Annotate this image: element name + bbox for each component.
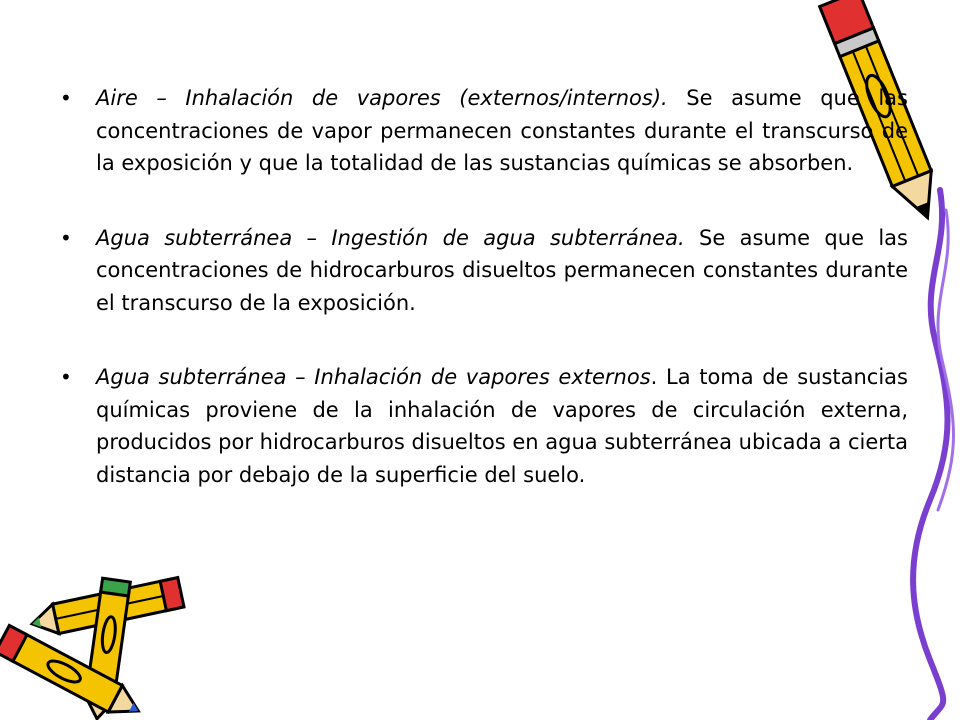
bullet-lead: Agua subterránea – Ingestión de agua subterránea.: [96, 225, 685, 250]
pencils-bottom-left-icon: [0, 575, 200, 720]
bullet-agua-ingestion: [60, 222, 908, 320]
bullet-list: [60, 82, 908, 533]
bullet-text: . La toma de sustancias químicas proviene de la inhalación de vapores de circulación externa, producidos por hidrocarburos disueltos en agua subterránea ubicada a cierta distancia por debajo de la superficie del suelo.: [96, 365, 908, 487]
bullet-text: Se asume que las concentraciones de vapor permanecen constantes durante el transcurso de la exposición y que la totalidad de las sustancias químicas se absorben.: [96, 86, 908, 175]
side-scribble-line: [900, 190, 960, 720]
bullet-agua-inhalacion: [60, 361, 908, 491]
bullet-aire-inhalacion: [60, 82, 908, 180]
bullet-text: Se asume que las concentraciones de hidrocarburos disueltos permanecen constantes durante el transcurso de la exposición.: [96, 225, 908, 315]
bullet-lead: Agua subterránea – Inhalación de vapores externos: [96, 365, 651, 389]
bullet-lead: Aire – Inhalación de vapores (externos/internos).: [96, 86, 668, 110]
